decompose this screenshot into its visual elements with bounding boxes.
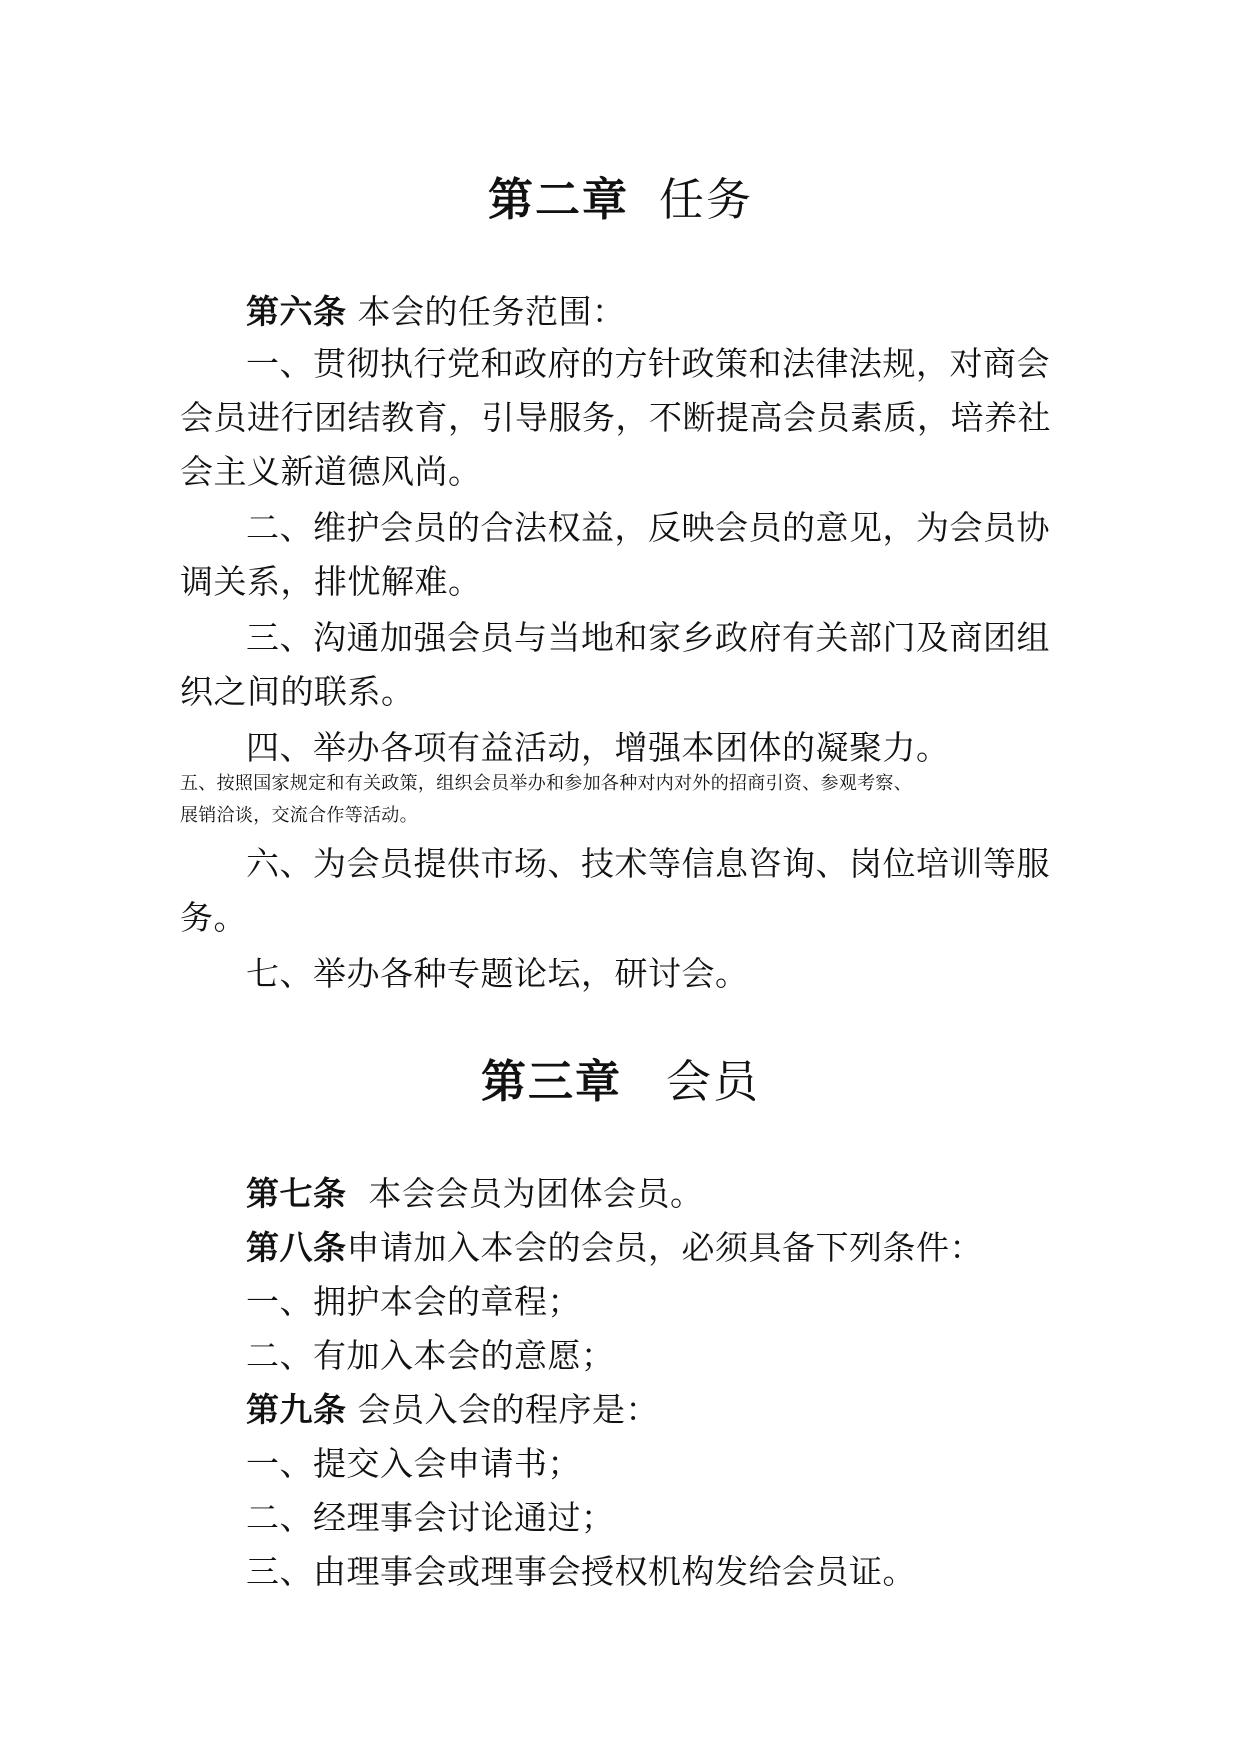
item-3-line-2: 织之间的联系。 xyxy=(180,672,415,711)
article-6-label: 第六条 xyxy=(246,292,347,331)
article-9-step-1: 一、提交入会申请书； xyxy=(246,1444,581,1483)
item-6-line-2: 务。 xyxy=(180,898,247,937)
item-1-line-3: 会主义新道德风尚。 xyxy=(180,452,482,491)
item-1-line-2: 会员进行团结教育，引导服务，不断提高会员素质，培养社 xyxy=(180,398,1051,437)
item-5-line-1: 五、按照国家规定和有关政策，组织会员举办和参加各种对内对外的招商引资、参观考察、 xyxy=(180,773,912,794)
article-7-label: 第七条 xyxy=(246,1174,347,1213)
chapter-2-title xyxy=(0,172,1241,228)
article-8-condition-1: 一、拥护本会的章程； xyxy=(246,1282,581,1321)
article-7-text: 本会会员为团体会员。 xyxy=(346,1174,704,1213)
chapter-2-name: 任务 xyxy=(659,173,754,226)
article-9-step-2: 二、经理事会讨论通过； xyxy=(246,1498,615,1537)
item-2-line-1: 二、维护会员的合法权益，反映会员的意见，为会员协 xyxy=(246,508,1050,547)
article-7 xyxy=(246,1174,703,1214)
article-8-label: 第八条 xyxy=(246,1228,347,1267)
chapter-3-title xyxy=(0,1054,1241,1110)
item-1-line-1: 一、贯彻执行党和政府的方针政策和法律法规，对商会 xyxy=(246,344,1050,383)
item-6-line-1: 六、为会员提供市场、技术等信息咨询、岗位培训等服 xyxy=(246,844,1050,883)
chapter-3-name: 会员 xyxy=(666,1055,761,1108)
item-7-line-1: 七、举办各种专题论坛，研讨会。 xyxy=(246,954,749,993)
item-2-line-2: 调关系，排忧解难。 xyxy=(180,562,482,601)
article-9-text: 会员入会的程序是： xyxy=(346,1390,659,1429)
article-9 xyxy=(246,1390,659,1430)
article-8-text: 申请加入本会的会员，必须具备下列条件： xyxy=(346,1228,983,1267)
item-5-line-2: 展销洽谈，交流合作等活动。 xyxy=(180,805,418,826)
article-6-text: 本会的任务范围： xyxy=(346,292,626,331)
article-9-label: 第九条 xyxy=(246,1390,347,1429)
item-3-line-1: 三、沟通加强会员与当地和家乡政府有关部门及商团组 xyxy=(246,618,1050,657)
article-9-step-3: 三、由理事会或理事会授权机构发给会员证。 xyxy=(246,1552,916,1591)
chapter-2-number: 第二章 xyxy=(487,173,629,226)
article-6 xyxy=(246,292,626,332)
item-4-line-1: 四、举办各项有益活动，增强本团体的凝聚力。 xyxy=(246,728,950,767)
article-8 xyxy=(246,1228,983,1268)
chapter-3-number: 第三章 xyxy=(480,1055,622,1108)
article-8-condition-2: 二、有加入本会的意愿； xyxy=(246,1336,615,1375)
